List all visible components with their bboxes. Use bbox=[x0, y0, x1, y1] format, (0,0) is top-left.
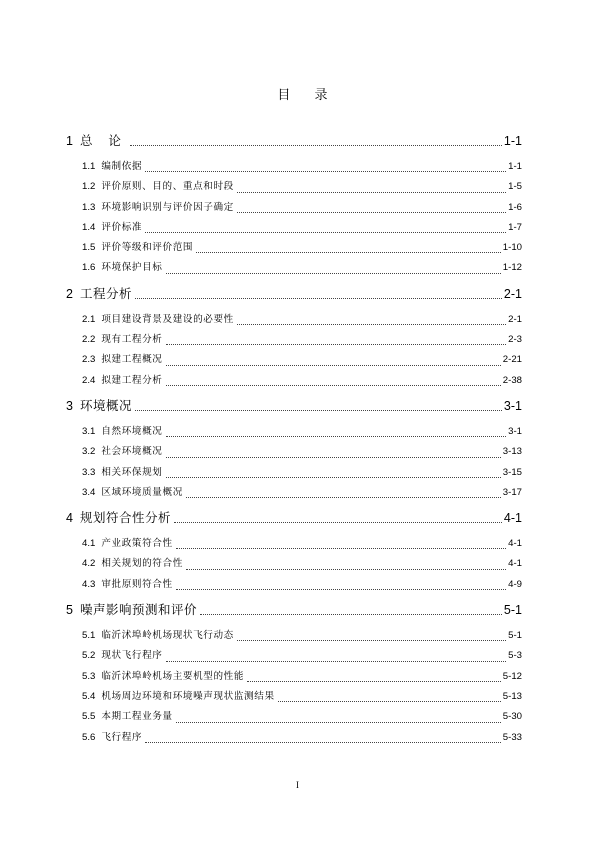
section-title: 环境保护目标 bbox=[101, 262, 163, 274]
section-title: 现有工程分析 bbox=[101, 334, 163, 346]
section-page-ref: 5-13 bbox=[502, 690, 522, 702]
section-number: 3.3 bbox=[82, 466, 96, 478]
section-title: 社会环境概况 bbox=[101, 446, 163, 458]
toc-section-entry[interactable] bbox=[66, 199, 522, 219]
toc-section-entry[interactable] bbox=[66, 178, 522, 198]
toc-section-entry[interactable] bbox=[66, 729, 522, 749]
section-page-ref: 5-30 bbox=[502, 711, 522, 723]
toc-section-entry[interactable] bbox=[66, 708, 522, 728]
section-page-ref: 5-3 bbox=[508, 650, 522, 662]
toc-section-list bbox=[66, 535, 522, 596]
section-title: 评价等级和评价范围 bbox=[101, 242, 194, 254]
section-number: 5.5 bbox=[82, 711, 96, 723]
section-page-ref: 2-38 bbox=[502, 374, 522, 386]
chapter-title: 规划符合性分析 bbox=[79, 510, 171, 526]
section-page-ref: 3-17 bbox=[502, 486, 522, 498]
section-page-ref: 1-6 bbox=[508, 201, 522, 213]
section-title: 拟建工程概况 bbox=[101, 354, 163, 366]
section-number: 5.6 bbox=[82, 731, 96, 743]
section-page-ref: 2-1 bbox=[508, 313, 522, 325]
chapter-title: 工程分析 bbox=[79, 285, 132, 301]
toc-chapter-entry[interactable] bbox=[66, 131, 522, 153]
section-page-ref: 4-1 bbox=[508, 558, 522, 570]
section-number: 2.4 bbox=[82, 374, 96, 386]
section-title: 拟建工程分析 bbox=[101, 374, 163, 386]
toc-section-entry[interactable] bbox=[66, 372, 522, 392]
toc-chapter-entry[interactable] bbox=[66, 508, 522, 530]
dot-leader bbox=[145, 171, 506, 172]
section-number: 4.1 bbox=[82, 538, 96, 550]
toc-section-entry[interactable] bbox=[66, 576, 522, 596]
section-page-ref: 3-13 bbox=[502, 446, 522, 458]
dot-leader bbox=[174, 522, 502, 523]
section-number: 2.1 bbox=[82, 313, 96, 325]
section-number: 3.1 bbox=[82, 425, 96, 437]
section-number: 5.3 bbox=[82, 670, 96, 682]
chapter-title: 噪声影响预测和评价 bbox=[79, 602, 197, 618]
toc-section-entry[interactable] bbox=[66, 484, 522, 504]
section-number: 4.3 bbox=[82, 578, 96, 590]
dot-leader bbox=[166, 365, 501, 366]
dot-leader bbox=[166, 436, 507, 437]
toc-section-entry[interactable] bbox=[66, 351, 522, 371]
section-title: 本期工程业务量 bbox=[101, 711, 173, 723]
toc-chapter-entry[interactable] bbox=[66, 284, 522, 306]
section-title: 编制依据 bbox=[101, 161, 143, 172]
dot-leader bbox=[237, 192, 506, 193]
section-title: 审批原则符合性 bbox=[101, 578, 173, 590]
section-page-ref: 5-12 bbox=[502, 670, 522, 682]
toc-section-entry[interactable] bbox=[66, 259, 522, 279]
section-page-ref: 4-9 bbox=[508, 578, 522, 590]
toc-section-entry[interactable] bbox=[66, 627, 522, 647]
section-title: 临沂沭埠岭机场现状飞行动态 bbox=[101, 630, 234, 642]
page-number: I bbox=[296, 780, 299, 790]
dot-leader bbox=[186, 497, 501, 498]
toc-section-entry[interactable] bbox=[66, 219, 522, 239]
dot-leader bbox=[200, 614, 502, 615]
section-number: 5.2 bbox=[82, 650, 96, 662]
toc-section-entry[interactable] bbox=[66, 535, 522, 555]
section-title: 现状飞行程序 bbox=[101, 650, 163, 662]
chapter-number: 2 bbox=[66, 286, 73, 301]
section-title: 相关规划的符合性 bbox=[101, 558, 183, 570]
section-number: 3.4 bbox=[82, 486, 96, 498]
dot-leader bbox=[237, 324, 506, 325]
section-number: 3.2 bbox=[82, 446, 96, 458]
dot-leader bbox=[130, 145, 502, 146]
chapter-number: 3 bbox=[66, 398, 73, 413]
section-page-ref: 2-3 bbox=[508, 334, 522, 346]
chapter-title: 环境概况 bbox=[79, 397, 132, 413]
dot-leader bbox=[176, 589, 506, 590]
section-title: 机场周边环境和环境噪声现状监测结果 bbox=[101, 690, 275, 702]
section-page-ref: 1-12 bbox=[502, 262, 522, 274]
section-number: 1.5 bbox=[82, 242, 96, 254]
section-page-ref: 1-7 bbox=[508, 221, 522, 233]
section-page-ref: 3-1 bbox=[508, 425, 522, 437]
chapter-number: 1 bbox=[66, 134, 73, 148]
dot-leader bbox=[176, 722, 501, 723]
toc-section-entry[interactable] bbox=[66, 331, 522, 351]
toc-section-entry[interactable] bbox=[66, 311, 522, 331]
dot-leader bbox=[166, 477, 501, 478]
section-number: 2.2 bbox=[82, 334, 96, 346]
chapter-page-ref: 3-1 bbox=[503, 398, 522, 413]
chapter-page-ref: 1-1 bbox=[503, 134, 522, 148]
toc-section-entry[interactable] bbox=[66, 464, 522, 484]
chapter-page-ref: 2-1 bbox=[503, 286, 522, 301]
section-title: 飞行程序 bbox=[101, 731, 143, 743]
dot-leader bbox=[145, 742, 501, 743]
dot-leader bbox=[166, 385, 501, 386]
toc-section-list bbox=[66, 423, 522, 504]
section-page-ref: 1-10 bbox=[502, 242, 522, 254]
section-title: 评价原则、目的、重点和时段 bbox=[101, 181, 234, 193]
dot-leader bbox=[166, 457, 501, 458]
toc-section-entry[interactable] bbox=[66, 647, 522, 667]
section-title: 相关环保规划 bbox=[101, 466, 163, 478]
chapter-number: 4 bbox=[66, 511, 73, 526]
section-number: 2.3 bbox=[82, 354, 96, 366]
section-title: 临沂沭埠岭机场主要机型的性能 bbox=[101, 670, 245, 682]
chapter-title: 总 论 bbox=[79, 133, 127, 148]
toc-section-entry[interactable] bbox=[66, 158, 522, 178]
section-title: 环境影响识别与评价因子确定 bbox=[101, 201, 234, 213]
dot-leader bbox=[135, 298, 502, 299]
table-of-contents bbox=[66, 131, 522, 751]
section-number: 1.2 bbox=[82, 181, 96, 193]
dot-leader bbox=[166, 344, 507, 345]
dot-leader bbox=[247, 681, 501, 682]
dot-leader bbox=[166, 661, 507, 662]
section-page-ref: 5-1 bbox=[508, 630, 522, 642]
toc-section-entry[interactable] bbox=[66, 443, 522, 463]
dot-leader bbox=[135, 410, 502, 411]
toc-section-entry[interactable] bbox=[66, 239, 522, 259]
section-title: 自然环境概况 bbox=[101, 425, 163, 437]
section-title: 产业政策符合性 bbox=[101, 538, 173, 550]
dot-leader bbox=[186, 569, 506, 570]
dot-leader bbox=[237, 640, 506, 641]
toc-chapter-entry[interactable] bbox=[66, 396, 522, 418]
section-number: 1.4 bbox=[82, 221, 96, 233]
toc-section-entry[interactable] bbox=[66, 688, 522, 708]
toc-section-entry[interactable] bbox=[66, 423, 522, 443]
section-number: 5.4 bbox=[82, 690, 96, 702]
toc-chapter-entry[interactable] bbox=[66, 600, 522, 622]
toc-section-entry[interactable] bbox=[66, 555, 522, 575]
toc-section-entry[interactable] bbox=[66, 668, 522, 688]
section-number: 5.1 bbox=[82, 630, 96, 642]
section-page-ref: 5-33 bbox=[502, 731, 522, 743]
dot-leader bbox=[166, 273, 501, 274]
section-title: 区域环境质量概况 bbox=[101, 486, 183, 498]
dot-leader bbox=[278, 701, 501, 702]
section-number: 4.2 bbox=[82, 558, 96, 570]
dot-leader bbox=[145, 232, 506, 233]
section-page-ref: 2-21 bbox=[502, 354, 522, 366]
toc-section-list bbox=[66, 311, 522, 392]
toc-heading: 目 录 bbox=[277, 88, 338, 103]
chapter-number: 5 bbox=[66, 603, 73, 618]
section-page-ref: 1-5 bbox=[508, 181, 522, 193]
dot-leader bbox=[176, 548, 506, 549]
section-page-ref: 4-1 bbox=[508, 538, 522, 550]
toc-section-list bbox=[66, 158, 522, 280]
chapter-page-ref: 4-1 bbox=[503, 511, 522, 526]
section-number: 1.3 bbox=[82, 201, 96, 213]
section-page-ref: 1-1 bbox=[508, 161, 522, 172]
dot-leader bbox=[237, 212, 506, 213]
section-title: 评价标准 bbox=[101, 221, 143, 233]
dot-leader bbox=[196, 252, 501, 253]
section-page-ref: 3-15 bbox=[502, 466, 522, 478]
section-number: 1.1 bbox=[82, 161, 96, 172]
chapter-page-ref: 5-1 bbox=[503, 603, 522, 618]
toc-section-list bbox=[66, 627, 522, 749]
section-number: 1.6 bbox=[82, 262, 96, 274]
section-title: 项目建设背景及建设的必要性 bbox=[101, 313, 234, 325]
